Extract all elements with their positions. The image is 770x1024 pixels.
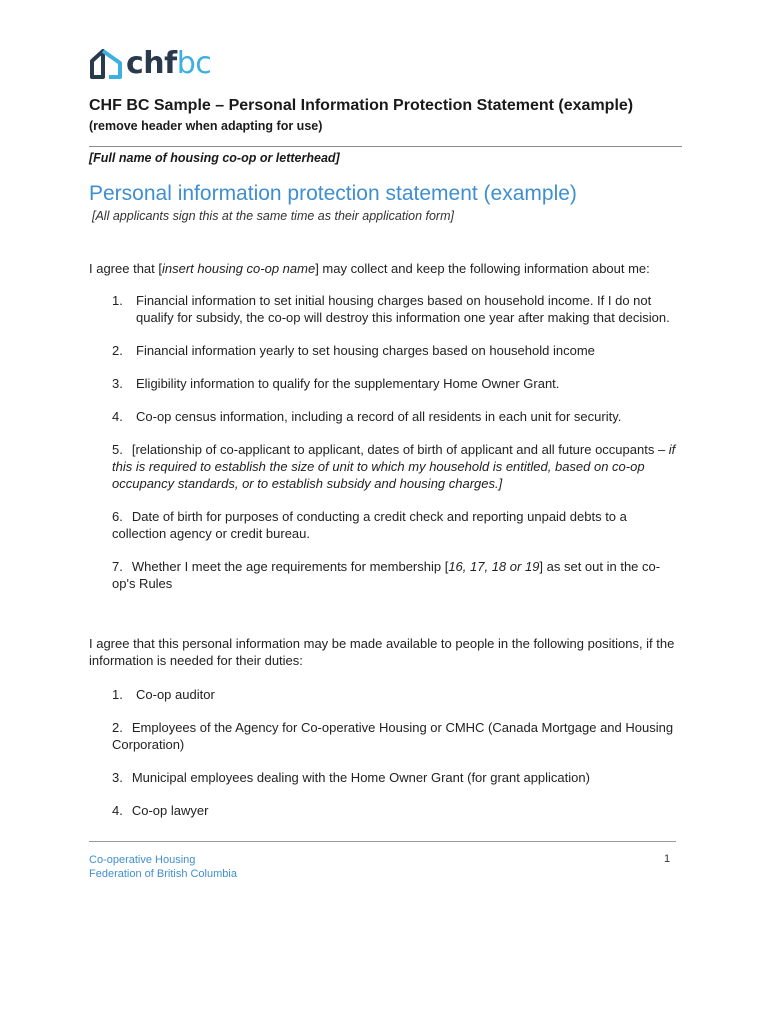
item-text: Co-op lawyer bbox=[131, 803, 209, 818]
item-text-end: ] as set out in the co-op's Rules bbox=[112, 559, 661, 591]
item-number: 1. bbox=[112, 687, 123, 702]
item-text: Co-op auditor bbox=[136, 687, 215, 702]
list-item bbox=[112, 408, 682, 425]
item-text: Municipal employees dealing with the Home Owner Grant (for grant application) bbox=[131, 770, 590, 785]
collection-consent-intro bbox=[89, 260, 689, 277]
logo-word-chf: chf bbox=[126, 46, 177, 81]
item-number: 3. bbox=[112, 770, 123, 785]
list-item bbox=[112, 375, 682, 392]
header-note: (remove header when adapting for use) bbox=[89, 119, 323, 133]
item-text: Date of birth for purposes of conducting a credit check and reporting unpaid debts to a collection agency or credit bureau. bbox=[112, 509, 627, 541]
coop-name-placeholder: [Full name of housing co-op or letterhead] bbox=[89, 151, 340, 165]
list-item bbox=[112, 342, 682, 359]
item-text: Employees of the Agency for Co-operative Housing or CMHC (Canada Mortgage and Housing Corporation) bbox=[112, 720, 674, 752]
list-item bbox=[112, 508, 682, 542]
logo-wordmark bbox=[126, 46, 212, 81]
item-text: Financial information to set initial housing charges based on household income. If I do not qualify for subsidy, the co-op will destroy this information one year after making that decision. bbox=[136, 293, 670, 325]
disclosure-consent-intro: I agree that this personal information may be made available to people in the following positions, if the information is needed for their duties: bbox=[89, 636, 675, 668]
house-logo-icon bbox=[89, 46, 123, 82]
item-number: 5. bbox=[112, 442, 123, 457]
intro-text-end: ] may collect and keep the following information about me: bbox=[315, 261, 650, 276]
logo-word-bc: bc bbox=[176, 46, 212, 81]
item-number: 1. bbox=[112, 293, 123, 308]
item-number: 7. bbox=[112, 559, 123, 574]
item-number: 2. bbox=[112, 343, 123, 358]
list-item bbox=[112, 802, 682, 819]
document-subnote: [All applicants sign this at the same time as their application form] bbox=[92, 209, 454, 223]
item-text: Financial information yearly to set housing charges based on household income bbox=[136, 343, 595, 358]
chfbc-logo bbox=[89, 44, 211, 84]
list-item bbox=[112, 719, 682, 753]
authorized-positions-list bbox=[112, 686, 682, 835]
header-divider bbox=[89, 146, 682, 147]
header-title: CHF BC Sample – Personal Information Protection Statement (example) bbox=[89, 97, 634, 114]
item-number: 2. bbox=[112, 720, 123, 735]
age-options: 16, 17, 18 or 19 bbox=[448, 559, 540, 574]
footer-org-line1: Co-operative Housing bbox=[89, 854, 196, 866]
intro-placeholder: insert housing co-op name bbox=[162, 261, 316, 276]
list-item bbox=[112, 558, 682, 592]
item-italic-text: if this is required to establish the size of unit to which my household is entitled, based on co-op occupancy standards, or to establish subsidy and housing charges.] bbox=[112, 442, 676, 491]
item-text: Eligibility information to qualify for the supplementary Home Owner Grant. bbox=[136, 376, 560, 391]
intro-text-start: I agree that [ bbox=[89, 261, 162, 276]
list-item bbox=[112, 441, 682, 492]
item-number: 4. bbox=[112, 803, 123, 818]
item-text: Whether I meet the age requirements for membership [ bbox=[131, 559, 449, 574]
list-item bbox=[112, 292, 682, 326]
item-number: 3. bbox=[112, 376, 123, 391]
list-item bbox=[112, 769, 682, 786]
item-number: 4. bbox=[112, 409, 123, 424]
footer-divider bbox=[89, 841, 676, 842]
item-number: 6. bbox=[112, 509, 123, 524]
page-number: 1 bbox=[664, 853, 671, 865]
footer-organization bbox=[89, 853, 237, 881]
document-heading: Personal information protection statement (example) bbox=[89, 182, 577, 205]
list-item bbox=[112, 686, 682, 703]
collected-information-list bbox=[112, 292, 682, 608]
footer-org-line2: Federation of British Columbia bbox=[89, 868, 237, 880]
item-text: Co-op census information, including a record of all residents in each unit for security. bbox=[136, 409, 622, 424]
item-text: [relationship of co-applicant to applicant, dates of birth of applicant and all future occupants – bbox=[131, 442, 669, 457]
